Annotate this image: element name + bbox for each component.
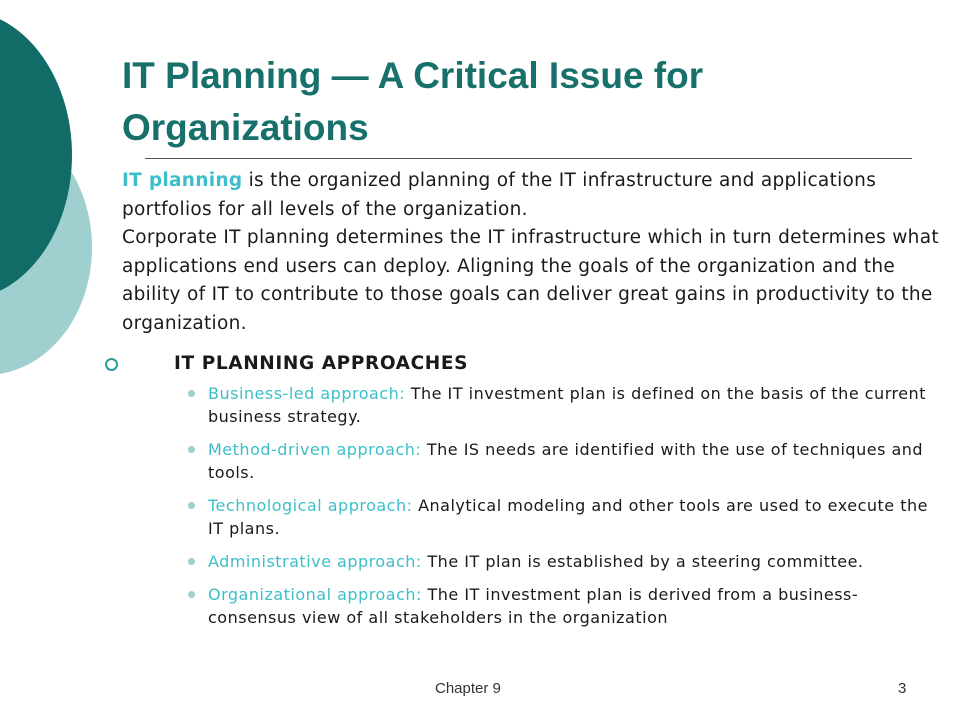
- approaches-heading: [103, 350, 933, 378]
- approach-term: Technological approach:: [208, 496, 413, 515]
- intro-paragraph-2: Corporate IT planning determines the IT infrastructure which in turn determines what applications end users can deploy. Aligning the goals of the organization and the ability of IT to contribute to those goals can deliver great gains in productivity to the organization.: [122, 227, 939, 334]
- approach-term: Business-led approach:: [208, 384, 406, 403]
- dot-bullet-icon: [188, 558, 195, 565]
- dot-bullet-icon: [188, 390, 195, 397]
- approach-text: The IT investment plan is defined on the basis of the current business strategy.: [208, 384, 926, 426]
- approach-text: Analytical modeling and other tools are used to execute the IT plans.: [208, 496, 928, 538]
- intro-term: IT planning: [122, 170, 243, 191]
- dot-bullet-icon: [188, 446, 195, 453]
- list-item: [103, 550, 928, 573]
- dot-bullet-icon: [188, 591, 195, 598]
- hollow-circle-bullet-icon: [105, 358, 118, 371]
- intro-paragraph-1: [122, 167, 952, 224]
- footer-page-number: 3: [898, 680, 907, 697]
- approach-text: The IS needs are identified with the use of techniques and tools.: [208, 440, 924, 482]
- slide-title: IT Planning — A Critical Issue for Organizations: [122, 55, 704, 148]
- approaches-section: [103, 350, 933, 639]
- approach-term: Administrative approach:: [208, 552, 422, 571]
- approach-term: Method-driven approach:: [208, 440, 422, 459]
- approach-text: The IT plan is established by a steering committee.: [421, 552, 864, 571]
- footer-chapter: Chapter 9: [435, 680, 501, 697]
- intro-text: [122, 167, 952, 338]
- list-item: [103, 438, 928, 484]
- title-divider: [145, 158, 912, 159]
- dot-bullet-icon: [188, 502, 195, 509]
- approach-text: The IT investment plan is derived from a business-consensus view of all stakeholders in the organization: [208, 585, 859, 627]
- list-item: [103, 382, 928, 428]
- list-item: [103, 583, 928, 629]
- approach-term: Organizational approach:: [208, 585, 422, 604]
- intro-sentence-1: is the organized planning of the IT infrastructure and applications portfolios for all levels of the organization.: [122, 170, 877, 220]
- approaches-heading-text: IT PLANNING APPROACHES: [174, 353, 469, 374]
- approaches-list: [103, 382, 933, 629]
- list-item: [103, 494, 928, 540]
